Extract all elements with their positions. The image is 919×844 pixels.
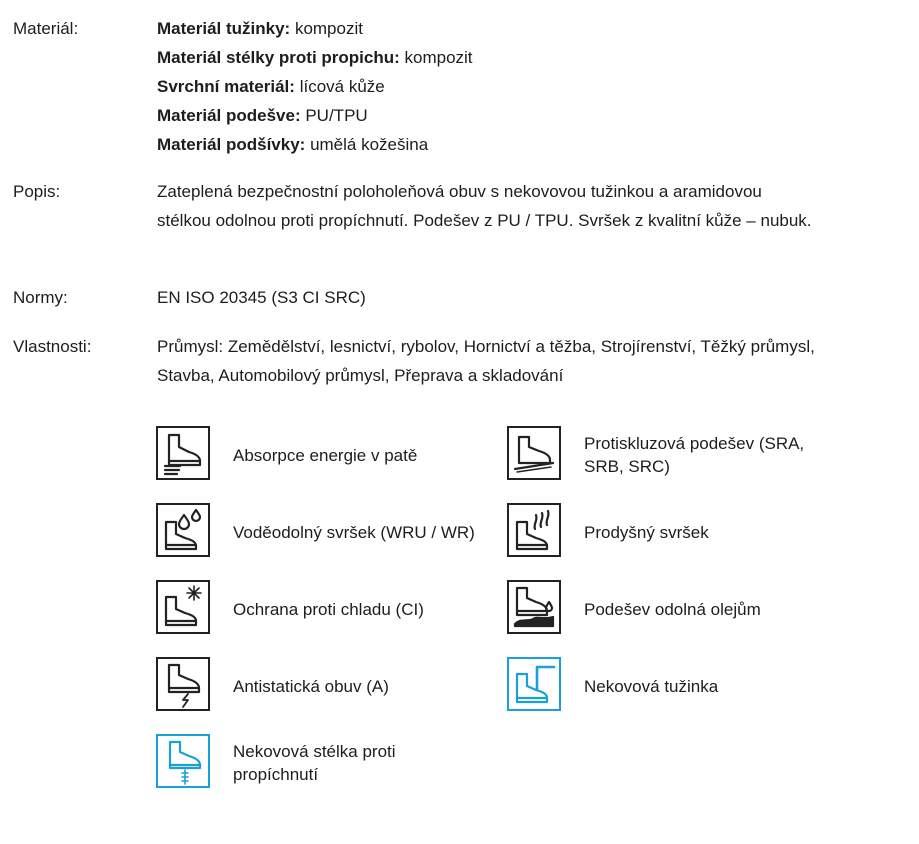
feature-label: Nekovová stélka proti propíchnutí	[233, 742, 396, 784]
feature-slip-resistant	[507, 426, 837, 484]
vlastnosti-label: Vlastnosti:	[13, 337, 92, 356]
feature-label: Nekovová tužinka	[584, 676, 719, 696]
slip-resistant-sole-icon	[507, 426, 561, 480]
popis-row	[13, 177, 893, 267]
material-item: Materiál stélky proti propichu: kompozit	[157, 48, 473, 67]
normy-row	[13, 283, 893, 313]
non-metal-toecap-icon	[507, 657, 561, 711]
feature-label: Voděodolný svršek (WRU / WR)	[233, 522, 475, 542]
feature-water-resistant	[156, 503, 486, 561]
material-row	[13, 14, 893, 160]
feature-label: Podešev odolná olejům	[584, 599, 761, 619]
material-label: Materiál:	[13, 19, 79, 38]
feature-non-metal-midsole	[156, 734, 486, 792]
feature-cold-insulation	[156, 580, 486, 638]
breathable-upper-icon	[507, 503, 561, 557]
feature-breathable	[507, 503, 837, 561]
non-metal-midsole-icon	[156, 734, 210, 788]
feature-heel-energy	[156, 426, 486, 484]
normy-label: Normy:	[13, 288, 68, 307]
feature-label: Protiskluzová podešev (SRA, SRB, SRC)	[584, 434, 805, 476]
feature-label: Ochrana proti chladu (CI)	[233, 599, 424, 619]
feature-antistatic	[156, 657, 486, 715]
popis-text: Zateplená bezpečnostní poloholeňová obuv s nekovovou tužinkou a aramidovou stélkou odolnou proti propíchnutí. Podešev z PU / TPU. Svršek z kvalitní kůže – nubuk.	[157, 182, 812, 230]
oil-resistant-sole-icon	[507, 580, 561, 634]
antistatic-icon	[156, 657, 210, 711]
material-list	[157, 14, 817, 159]
popis-label: Popis:	[13, 182, 61, 201]
feature-label: Antistatická obuv (A)	[233, 676, 389, 696]
feature-label: Absorpce energie v patě	[233, 445, 418, 465]
feature-label: Prodyšný svršek	[584, 522, 709, 542]
material-item: Svrchní materiál: lícová kůže	[157, 77, 385, 96]
feature-oil-resistant	[507, 580, 837, 638]
cold-insulation-icon	[156, 580, 210, 634]
material-item: Materiál tužinky: kompozit	[157, 19, 363, 38]
material-item: Materiál podšívky: umělá kožešina	[157, 135, 429, 154]
feature-non-metal-toecap	[507, 657, 837, 715]
water-resistant-upper-icon	[156, 503, 210, 557]
normy-text: EN ISO 20345 (S3 CI SRC)	[157, 288, 366, 307]
material-item: Materiál podešve: PU/TPU	[157, 106, 368, 125]
heel-energy-absorption-icon	[156, 426, 210, 480]
vlastnosti-row	[13, 332, 893, 392]
vlastnosti-text: Průmysl: Zemědělství, lesnictví, rybolov, Hornictví a těžba, Strojírenství, Těžký průmysl, Stavba, Automobilový průmysl, Přeprava a skladování	[157, 337, 815, 385]
